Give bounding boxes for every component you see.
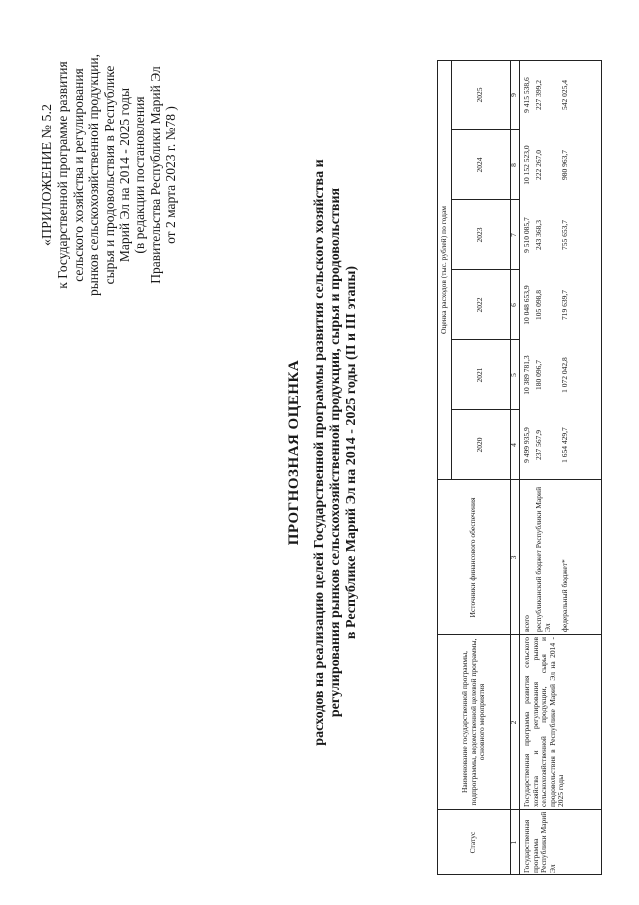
appendix-line: рынков сельскохозяйственной продукции, (86, 53, 102, 297)
document-title: ПРОГНОЗНАЯ ОЦЕНКА (286, 359, 302, 546)
header-year-2020: 2020 (475, 437, 485, 453)
column-number: 4 (509, 443, 519, 447)
value-cell: 243 368,3 (534, 220, 543, 250)
value-cell: 227 399,2 (534, 80, 543, 110)
column-number: 7 (509, 233, 519, 237)
header-name: Наименование государственной программы, подпрограммы, ведомственной целевой программы, основного мероприятия (460, 638, 487, 806)
column-number: 3 (509, 555, 519, 560)
table-border (437, 634, 602, 635)
estimate-table (437, 60, 602, 875)
column-number: 1 (509, 840, 519, 845)
subtitle-line: в Республике Марий Эл на 2014 - 2025 годы (II и III этапы) (344, 265, 359, 640)
value-cell: 1 072 042,8 (560, 357, 569, 393)
appendix-line: сырья и продовольствия в Республике (101, 65, 117, 285)
appendix-line: (в редакции постановления (132, 96, 148, 254)
column-number: 6 (509, 303, 519, 307)
value-cell: 9 415 538,6 (522, 77, 531, 113)
value-cell: 9 510 085,7 (522, 217, 531, 253)
source-total: всего (522, 615, 531, 632)
table-border (519, 60, 520, 875)
document-subtitle (312, 60, 360, 845)
header-year-2024: 2024 (475, 157, 485, 173)
header-year-2025: 2025 (475, 87, 485, 103)
column-number: 5 (509, 373, 519, 377)
appendix-line: Правительства Республики Марий Эл (147, 66, 163, 284)
header-year-2022: 2022 (475, 297, 485, 313)
value-cell: 10 048 653,9 (522, 285, 531, 325)
header-estimate-group: Оценка расходов (тыс. рублей) по годам (438, 205, 448, 335)
value-cell: 755 653,7 (560, 220, 569, 250)
value-cell: 1 654 429,7 (560, 427, 569, 463)
subtitle-line: расходов на реализацию целей Государственной программы развития сельского хозяйства и (312, 159, 327, 746)
appendix-title: «ПРИЛОЖЕНИЕ № 5.2 (40, 104, 55, 246)
appendix-line: Марий Эл на 2014 - 2025 годы (117, 87, 133, 263)
appendix-line: к Государственной программе развития (55, 61, 71, 289)
source-federal-budget: федеральный бюджет* (560, 559, 569, 632)
value-cell: 237 567,9 (534, 430, 543, 460)
header-source: Источники финансового обеспечения (468, 497, 478, 618)
column-number: 9 (509, 93, 519, 97)
value-cell: 222 267,0 (534, 150, 543, 180)
value-cell: 542 025,4 (560, 80, 569, 110)
header-year-2023: 2023 (475, 227, 485, 243)
value-cell: 105 098,8 (534, 290, 543, 320)
column-number: 8 (509, 163, 519, 167)
header-status: Статус (468, 831, 478, 854)
header-year-2021: 2021 (475, 367, 485, 383)
source-republican-budget: республиканский бюджет Республики Марий Эл (534, 486, 552, 632)
value-cell: 180 096,7 (534, 360, 543, 390)
appendix-line: сельского хозяйства и регулирования (70, 68, 86, 282)
appendix-block (40, 5, 179, 345)
value-cell: 10 152 523,0 (522, 145, 531, 185)
appendix-line: от 2 марта 2023 г. №78 ) (163, 106, 179, 244)
table-border (601, 60, 602, 875)
value-cell: 719 639,7 (560, 290, 569, 320)
column-number: 2 (509, 720, 519, 725)
row-program-name: Государственная программа развития сельского хозяйства и регулирования рынков сельскохозяйственной продукции, сырья и продовольствия в Республике Марий Эл на 2014 - 2025 годы (522, 637, 566, 807)
subtitle-line: регулирования рынков сельскохозяйственной продукции, сырья и продовольствия (328, 187, 343, 718)
row-status: Государственная программа Республики Марий Эл (522, 811, 557, 873)
value-cell: 9 499 935,9 (522, 427, 531, 463)
value-cell: 980 963,7 (560, 150, 569, 180)
value-cell: 10 389 781,3 (522, 355, 531, 395)
